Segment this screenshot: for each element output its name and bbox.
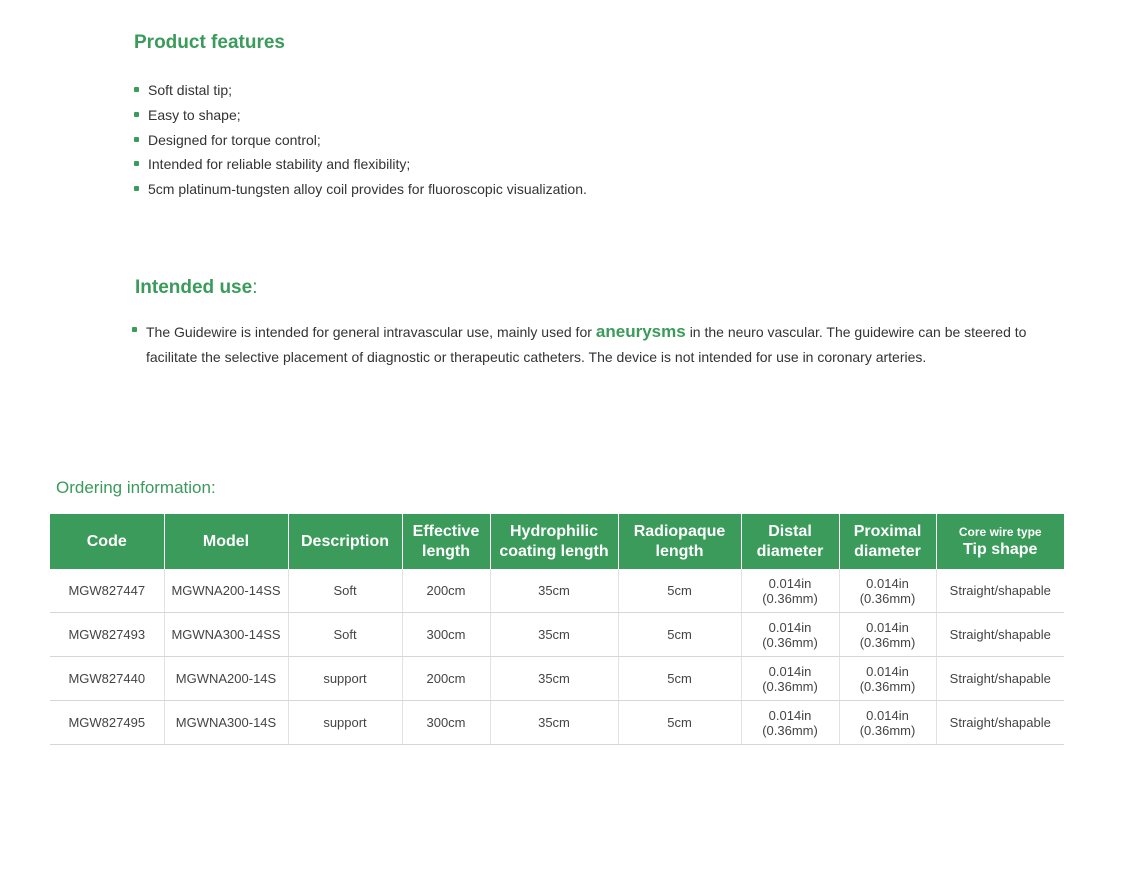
cell-hydrophilic-length: 35cm <box>490 701 618 745</box>
ordering-table <box>50 514 1064 745</box>
cell-radiopaque-length: 5cm <box>618 701 741 745</box>
table-row <box>50 701 1064 745</box>
feature-text: 5cm platinum-tungsten alloy coil provides for fluoroscopic visualization. <box>148 181 587 198</box>
cell-code: MGW827495 <box>50 701 164 745</box>
list-item <box>134 155 587 180</box>
bullet-icon <box>134 186 139 191</box>
cell-radiopaque-length: 5cm <box>618 569 741 613</box>
cell-description: support <box>288 701 402 745</box>
header-code: Code <box>50 514 164 569</box>
intended-use-title-text: Intended use <box>135 277 253 298</box>
cell-description: Soft <box>288 613 402 657</box>
cell-model: MGWNA200-14S <box>164 657 288 701</box>
header-proximal-diameter: Proximal diameter <box>839 514 936 569</box>
cell-tip-shape: Straight/shapable <box>936 613 1064 657</box>
cell-proximal-diameter: 0.014in (0.36mm) <box>839 657 936 701</box>
product-features-title: Product features <box>134 32 285 53</box>
intended-use-paragraph <box>132 319 1032 370</box>
cell-effective-length: 300cm <box>402 613 490 657</box>
cell-distal-diameter: 0.014in (0.36mm) <box>741 613 839 657</box>
cell-distal-diameter: 0.014in (0.36mm) <box>741 569 839 613</box>
intended-use-body <box>132 319 1032 370</box>
cell-model: MGWNA300-14SS <box>164 613 288 657</box>
header-distal-diameter: Distal diameter <box>741 514 839 569</box>
intended-use-title <box>135 277 257 299</box>
cell-effective-length: 300cm <box>402 701 490 745</box>
cell-distal-diameter: 0.014in (0.36mm) <box>741 701 839 745</box>
cell-effective-length: 200cm <box>402 657 490 701</box>
cell-hydrophilic-length: 35cm <box>490 569 618 613</box>
bullet-icon <box>132 327 137 332</box>
cell-tip-shape: Straight/shapable <box>936 701 1064 745</box>
cell-radiopaque-length: 5cm <box>618 613 741 657</box>
cell-model: MGWNA200-14SS <box>164 569 288 613</box>
list-item <box>134 81 587 106</box>
bullet-icon <box>134 137 139 142</box>
highlight-aneurysms: aneurysms <box>595 322 686 341</box>
cell-model: MGWNA300-14S <box>164 701 288 745</box>
header-effective-length: Effective length <box>402 514 490 569</box>
intended-text-after: in the neuro vascular. The guidewire can be steered to facilitate the selective placement of diagnostic or therapeutic catheters. The device is not intended for use in coronary arteries. <box>146 324 1027 365</box>
cell-radiopaque-length: 5cm <box>618 657 741 701</box>
title-colon: : <box>252 277 258 298</box>
cell-tip-shape: Straight/shapable <box>936 569 1064 613</box>
header-model: Model <box>164 514 288 569</box>
list-item <box>134 106 587 131</box>
bullet-icon <box>134 112 139 117</box>
table-row <box>50 657 1064 701</box>
header-hydrophilic-coating-length: Hydrophilic coating length <box>490 514 618 569</box>
feature-text: Soft distal tip; <box>148 82 233 98</box>
table-row <box>50 613 1064 657</box>
cell-code: MGW827493 <box>50 613 164 657</box>
table-header-row <box>50 514 1064 569</box>
ordering-information-title: Ordering information: <box>56 478 216 497</box>
cell-tip-shape: Straight/shapable <box>936 657 1064 701</box>
cell-distal-diameter: 0.014in (0.36mm) <box>741 657 839 701</box>
feature-text: Easy to shape; <box>148 106 241 123</box>
cell-code: MGW827440 <box>50 657 164 701</box>
header-radiopaque-length: Radiopaque length <box>618 514 741 569</box>
feature-text: Designed for torque control; <box>148 131 321 148</box>
feature-list <box>134 81 587 205</box>
list-item <box>134 180 587 205</box>
cell-description: Soft <box>288 569 402 613</box>
feature-text: Intended for reliable stability and flexibility; <box>148 156 411 173</box>
cell-proximal-diameter: 0.014in (0.36mm) <box>839 701 936 745</box>
bullet-icon <box>134 161 139 166</box>
cell-proximal-diameter: 0.014in (0.36mm) <box>839 613 936 657</box>
list-item <box>134 131 587 156</box>
header-core-wire-tip-shape: Core wire type Tip shape <box>936 514 1064 569</box>
intended-text-before: The Guidewire is intended for general intravascular use, mainly used for <box>146 324 592 340</box>
cell-hydrophilic-length: 35cm <box>490 657 618 701</box>
header-description: Description <box>288 514 402 569</box>
cell-code: MGW827447 <box>50 569 164 613</box>
cell-proximal-diameter: 0.014in (0.36mm) <box>839 569 936 613</box>
cell-description: support <box>288 657 402 701</box>
table-row <box>50 569 1064 613</box>
cell-hydrophilic-length: 35cm <box>490 613 618 657</box>
bullet-icon <box>134 87 139 92</box>
cell-effective-length: 200cm <box>402 569 490 613</box>
